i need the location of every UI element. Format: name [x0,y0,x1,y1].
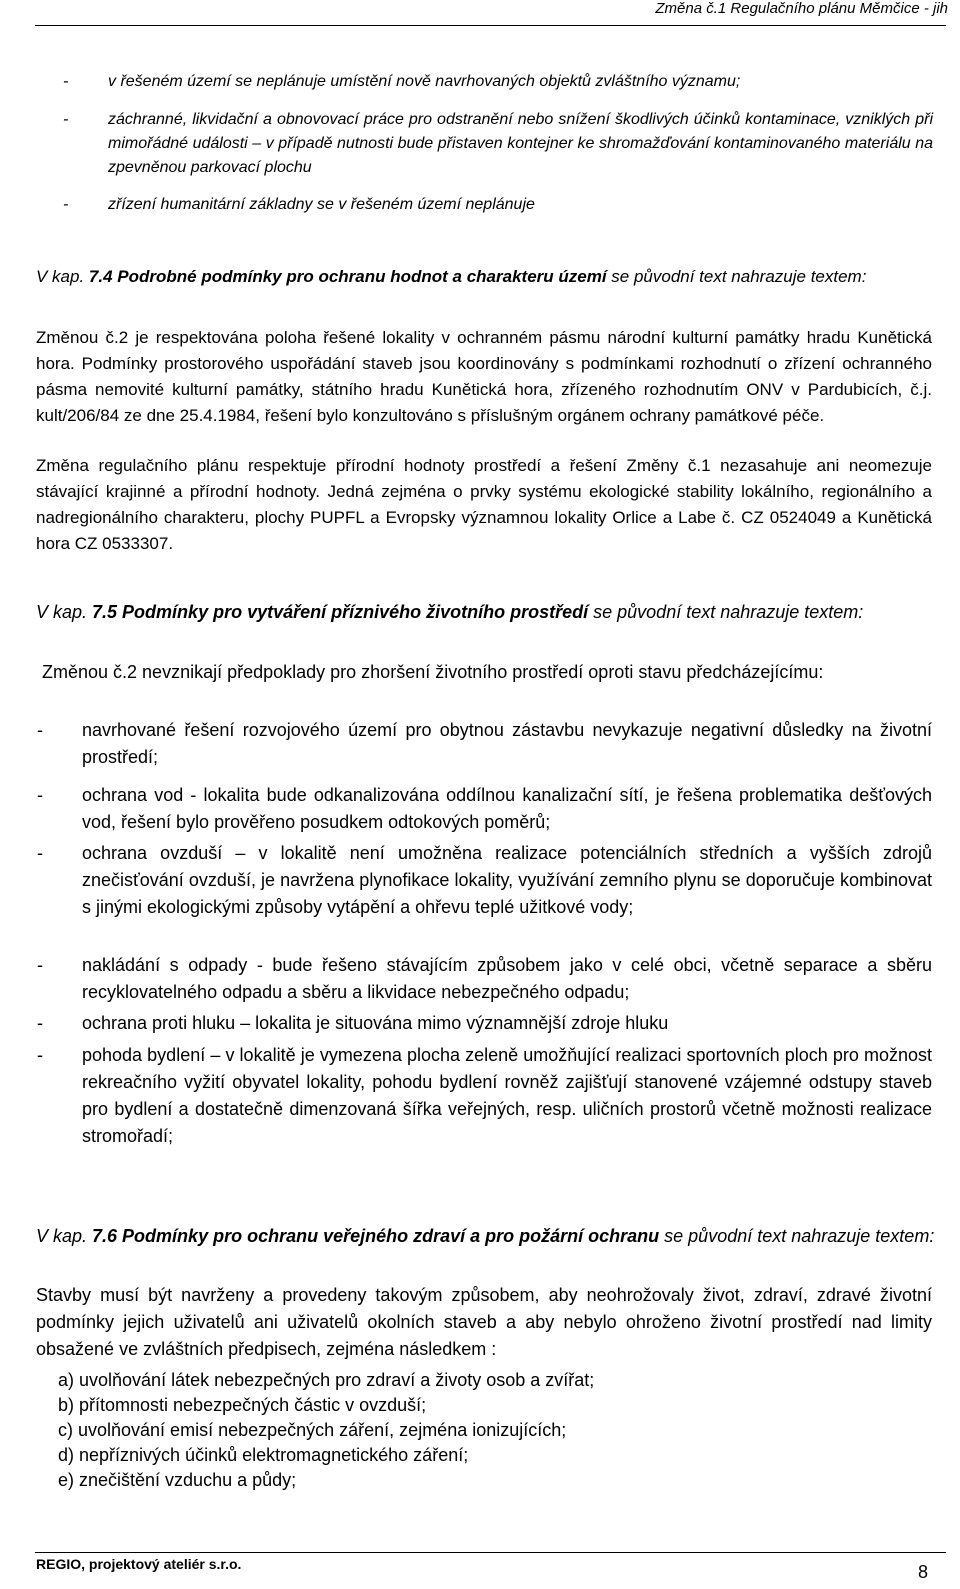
section-7-5-bullet-1: - navrhované řešení rozvojového území pro obytnou zástavbu nevykazuje negativní důsledky na životní prostředí; [37,720,932,767]
section-7-5-bullet-4: - nakládání s odpady - bude řešeno stávajícím způsobem jako v celé obci, včetně separace a sběru recyklovatelného odpadu a sběru a likvidace nebezpečného odpadu; [37,955,932,1002]
page-header-title: Změna č.1 Regulačního plánu Měmčice - jih [655,0,948,17]
section-7-6-item-b: b) přítomnosti nebezpečných částic v ovzduší; [58,1395,427,1415]
section-7-5-bullet-2: - ochrana vod - lokalita bude odkanalizována oddílnou kanalizační sítí, je řešena problematika dešťových vod, řešení bylo prověřeno posudkem odtokových poměrů; [37,785,932,832]
section-7-4-paragraph-1: Změnou č.2 je respektována poloha řešené lokality v ochranném pásmu národní kulturní památky hradu Kunětická hora. Podmínky prostorového uspořádání staveb jsou koordinovány s podmínkami rozhodnutí o zřízení ochranného pásma nemovité kulturní památky, státního hradu Kunětická hora, zřízeného rozhodnutím ONV v Pardubicích, č.j. kult/206/84 ze dne 25.4.1984, řešení bylo konzultováno s příslušným orgánem ochrany památkové péče. [36,328,932,425]
section-7-6-heading: V kap. 7.6 Podmínky pro ochranu veřejného zdraví a pro požární ochranu se původní text nahrazuje textem: [36,1226,935,1246]
section-7-5-bullet-3: - ochrana ovzduší – v lokalitě není umožněna realizace potenciálních středních a vyšších zdrojů znečisťování ovzduší, je navržena plynofikace lokality, využívání zemního plynu se doporučuje kombinovat s jinými ekologickými způsoby vytápění a ohřevu teplé užitkové vody; [37,843,932,917]
section-7-5-bullet-5: - ochrana proti hluku – lokalita je situována mimo významnější zdroje hluku [37,1013,669,1033]
header-divider [35,25,946,26]
section-7-6-item-a: a) uvolňování látek nebezpečných pro zdraví a životy osob a zvířat; [58,1370,595,1390]
section-7-5-bullet-6: - pohoda bydlení – v lokalitě je vymezena plocha zeleně umožňující realizaci sportovních ploch pro možnost rekreačního vyžití obyvatel lokality, pohodu bydlení rovněž zajišťují stanovené vzájemné odstupy staveb pro bydlení a dostatečně dimenzovaná šířka veřejných, resp. uličních prostorů včetně možnosti realizace stromořadí; [37,1045,932,1146]
section-7-5-title: 7.5 Podmínky pro vytváření příznivého životního prostředí [92,602,589,622]
intro-bullet-1: - v řešeném území se neplánuje umístění nově navrhovaných objektů zvláštního významu; [63,73,741,90]
footer-divider [35,1552,946,1553]
section-7-6-item-e: e) znečištění vzduchu a půdy; [58,1470,297,1490]
intro-bullet-1-text: v řešeném území se neplánuje umístění nově navrhovaných objektů zvláštního významu; [108,73,741,90]
section-7-4-title: 7.4 Podrobné podmínky pro ochranu hodnot a charakteru území [88,267,607,286]
intro-bullet-2: - záchranné, likvidační a obnovovací práce pro odstranění nebo snížení škodlivých účinků kontaminace, vzniklých při mimořádné události – v případě nutnosti bude přistaven kontejner ke shromažďování kontaminovaného materiálu na zpevněnou parkovací plochu [63,111,933,176]
intro-bullet-3: - zřízení humanitární základny se v řešeném území neplánuje [63,196,535,213]
section-7-6-item-d: d) nepříznivých účinků elektromagnetického záření; [58,1445,469,1465]
section-7-5-intro: Změnou č.2 nevznikají předpoklady pro zhoršení životního prostředí oproti stavu předcházejícímu: [42,662,824,682]
intro-bullet-3-text: zřízení humanitární základny se v řešeném území neplánuje [108,196,535,213]
section-7-4-paragraph-2: Změna regulačního plánu respektuje přírodní hodnoty prostředí a řešení Změny č.1 nezasahuje ani neomezuje stávající krajinné a přírodní hodnoty. Jedná zejména o prvky systému ekologické stability lokálního, regionálního a nadregionálního charakteru, plochy PUPFL a Evropsky významnou lokality Orlice a Labe č. CZ 0524049 a Kunětická hora CZ 0533307. [36,456,932,553]
section-7-6-intro: Stavby musí být navrženy a provedeny takovým způsobem, aby neohrožovaly život, zdraví, zdravé životní podmínky jejich uživatelů ani uživatelů okolních staveb a aby nebylo ohroženo životní prostředí nad limity obsažené ve zvláštních předpisech, zejména následkem : [36,1285,932,1359]
section-7-6-title: 7.6 Podmínky pro ochranu veřejného zdraví a pro požární ochranu [92,1226,660,1246]
section-7-4-heading: V kap. 7.4 Podrobné podmínky pro ochranu hodnot a charakteru území se původní text nahrazuje textem: [36,267,867,286]
page-number: 8 [917,1562,928,1582]
intro-bullet-2-text: záchranné, likvidační a obnovovací práce pro odstranění nebo snížení škodlivých účinků kontaminace, vzniklých při mimořádné události – v případě nutnosti bude přistaven kontejner ke shromažďování kontaminovaného materiálu na zpevněnou parkovací plochu [108,111,933,176]
footer-company: REGIO, projektový ateliér s.r.o. [36,1556,242,1572]
section-7-6-item-c: c) uvolňování emisí nebezpečných záření, zejména ionizujících; [58,1420,567,1440]
section-7-5-heading: V kap. 7.5 Podmínky pro vytváření příznivého životního prostředí se původní text nahrazuje textem: [36,602,864,622]
